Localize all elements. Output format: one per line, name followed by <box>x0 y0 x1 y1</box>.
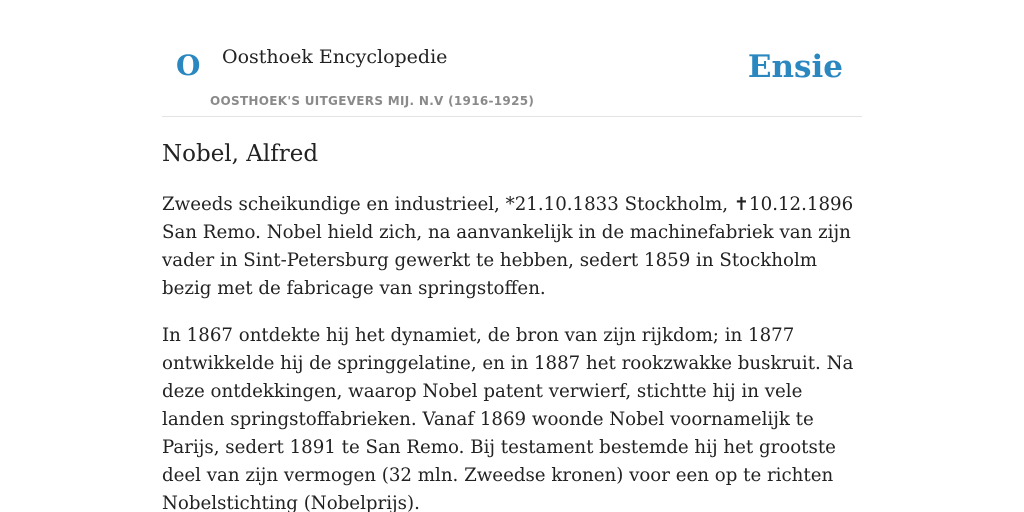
article-paragraph: In 1867 ontdekte hij het dynamiet, de bron van zijn rijkdom; in 1877 ontwikkelde hij de springgelatine, en in 1887 het rookzwakke buskruit. Na deze ontdekkingen, waarop Nobel patent verwierf, stichtte hij in vele landen springstoffabrieken. Vanaf 1869 woonde Nobel voornamelijk te Parijs, sedert 1891 te San Remo. Bij testament bestemde hij het grootste deel van zijn vermogen (32 mln. Zweedse kronen) voor een op te richten Nobelstichting (Nobelprijs). <box>162 325 854 512</box>
article-title: Nobel, Alfred <box>162 141 319 167</box>
logo-letter[interactable]: O <box>176 49 201 82</box>
article <box>162 137 862 512</box>
article-paragraph: Zweeds scheikundige en industrieel, *21.10.1833 Stockholm, ✝10.12.1896 San Remo. Nobel hield zich, na aanvankelijk in de machinefabriek van zijn vader in Sint-Petersburg gewerkt te hebben, sedert 1859 in Stockholm bezig met de fabricage van springstoffen. <box>162 194 854 299</box>
site-header <box>162 0 862 117</box>
site-title[interactable]: Oosthoek Encyclopedie <box>222 46 448 68</box>
site-subtitle: OOSTHOEK'S UITGEVERS MIJ. N.V (1916-1925) <box>210 94 535 108</box>
brand-logo[interactable]: Ensie <box>747 49 843 85</box>
